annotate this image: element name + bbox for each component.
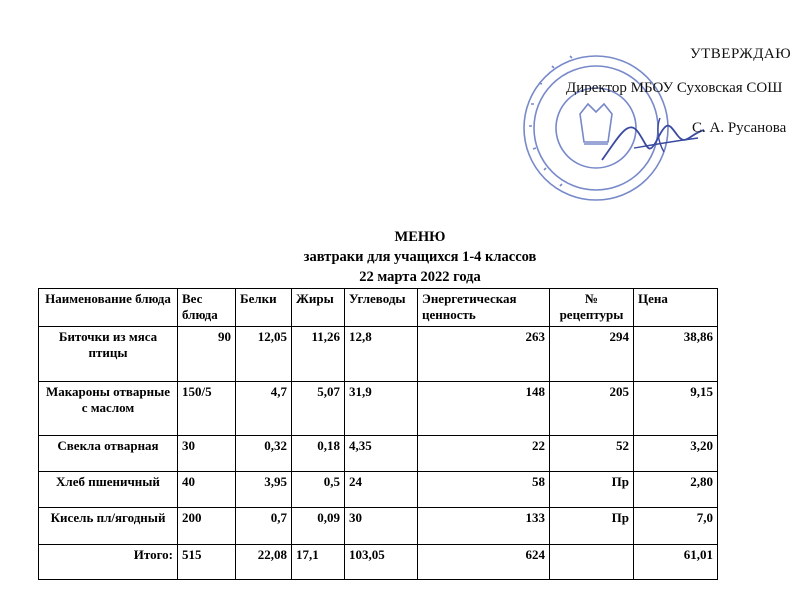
dish-fat: 11,26: [292, 327, 345, 382]
dish-protein: 4,7: [236, 382, 292, 436]
dish-name: Хлеб пшеничный: [39, 472, 178, 508]
dish-energy: 148: [418, 382, 550, 436]
column-header: Цена: [634, 289, 718, 327]
table-header-row: [39, 289, 718, 327]
dish-carbs: 30: [345, 508, 418, 545]
dish-carbs: 24: [345, 472, 418, 508]
dish-energy: 133: [418, 508, 550, 545]
approval-position: Директор МБОУ Суховская СОШ: [566, 80, 783, 96]
dish-fat: 0,09: [292, 508, 345, 545]
dish-name: Кисель пл/ягодный: [39, 508, 178, 545]
column-header: Углеводы: [345, 289, 418, 327]
dish-name: Свекла отварная: [39, 436, 178, 472]
dish-weight: 200: [178, 508, 236, 545]
dish-weight: 30: [178, 436, 236, 472]
dish-weight: 150/5: [178, 382, 236, 436]
total-row: [39, 545, 718, 580]
document-subtitle: завтраки для учащихся 1-4 классов: [303, 249, 537, 265]
total-price: 61,01: [634, 545, 718, 580]
table-row: [39, 436, 718, 472]
table-row: [39, 508, 718, 545]
dish-price: 9,15: [634, 382, 718, 436]
approval-title: УТВЕРЖДАЮ: [690, 46, 792, 62]
dish-recipe-no: Пр: [550, 472, 634, 508]
total-carbs: 103,05: [345, 545, 418, 580]
dish-carbs: 4,35: [345, 436, 418, 472]
dish-name: Биточки из мяса птицы: [39, 327, 178, 382]
total-label: Итого:: [39, 545, 178, 580]
document-title: МЕНЮ: [394, 229, 446, 245]
dish-protein: 0,32: [236, 436, 292, 472]
dish-protein: 3,95: [236, 472, 292, 508]
table-row: [39, 472, 718, 508]
dish-price: 38,86: [634, 327, 718, 382]
dish-recipe-no: 294: [550, 327, 634, 382]
column-header: Вес блюда: [178, 289, 236, 327]
dish-fat: 0,5: [292, 472, 345, 508]
total-recipe-no: [550, 545, 634, 580]
document-date: 22 марта 2022 года: [359, 269, 481, 285]
dish-recipe-no: 52: [550, 436, 634, 472]
handwritten-signature-icon: [598, 108, 708, 168]
dish-price: 3,20: [634, 436, 718, 472]
dish-protein: 12,05: [236, 327, 292, 382]
dish-fat: 5,07: [292, 382, 345, 436]
dish-carbs: 31,9: [345, 382, 418, 436]
dish-recipe-no: Пр: [550, 508, 634, 545]
dish-recipe-no: 205: [550, 382, 634, 436]
dish-carbs: 12,8: [345, 327, 418, 382]
dish-energy: 22: [418, 436, 550, 472]
dish-fat: 0,18: [292, 436, 345, 472]
table-row: [39, 327, 718, 382]
approval-signer: С. А. Русанова: [692, 120, 787, 136]
menu-table: [38, 288, 718, 580]
dish-protein: 0,7: [236, 508, 292, 545]
total-fat: 17,1: [292, 545, 345, 580]
column-header: Жиры: [292, 289, 345, 327]
approval-block: [514, 36, 800, 212]
column-header: Наименование блюда: [39, 289, 178, 327]
dish-price: 7,0: [634, 508, 718, 545]
dish-energy: 58: [418, 472, 550, 508]
column-header: № рецептуры: [550, 289, 634, 327]
dish-energy: 263: [418, 327, 550, 382]
total-protein: 22,08: [236, 545, 292, 580]
column-header: Энергетическая ценность: [418, 289, 550, 327]
total-energy: 624: [418, 545, 550, 580]
dish-price: 2,80: [634, 472, 718, 508]
dish-weight: 40: [178, 472, 236, 508]
total-weight: 515: [178, 545, 236, 580]
column-header: Белки: [236, 289, 292, 327]
dish-weight: 90: [178, 327, 236, 382]
dish-name: Макароны отварные с маслом: [39, 382, 178, 436]
table-row: [39, 382, 718, 436]
